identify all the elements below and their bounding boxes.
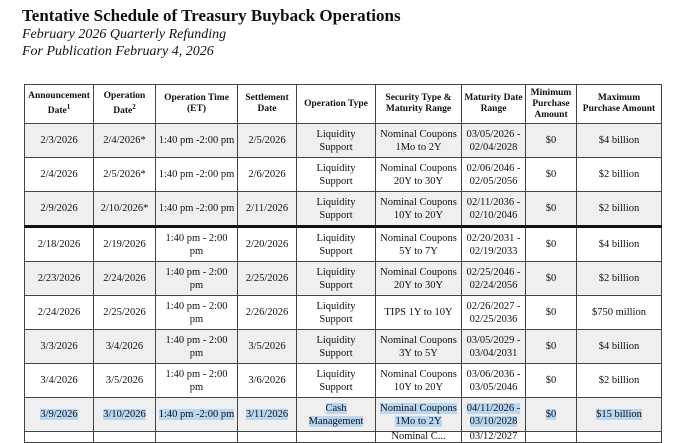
cell-security: Nominal Coupons 1Mo to 2Y <box>376 124 462 158</box>
cell-maturity: 03/06/2036 - 03/05/2046 <box>462 364 526 398</box>
cell-settlement: 2/25/2026 <box>238 262 297 296</box>
cell-maturity: 02/25/2046 - 02/24/2056 <box>462 262 526 296</box>
col-settlement-date: Settlement Date <box>238 85 297 124</box>
cell-max: $2 billion <box>577 262 662 296</box>
cell-maturity: 02/11/2036 - 02/10/2046 <box>462 192 526 227</box>
document-subtitle: February 2026 Quarterly Refunding <box>22 27 227 42</box>
table-row <box>25 330 662 364</box>
table-row <box>25 158 662 192</box>
cell-type: Liquidity Support <box>297 296 376 330</box>
cell-min: $0 <box>526 398 577 432</box>
cell-announcement: 2/24/2026 <box>25 296 94 330</box>
cell-announcement: 3/4/2026 <box>25 364 94 398</box>
cell-settlement <box>238 432 297 443</box>
cell-min: $0 <box>526 124 577 158</box>
cell-min: $0 <box>526 158 577 192</box>
cell-type: Liquidity Support <box>297 262 376 296</box>
col-min-purchase: Minimum Purchase Amount <box>526 85 577 124</box>
cell-operation: 3/4/2026 <box>94 330 156 364</box>
col-operation-time: Operation Time (ET) <box>156 85 238 124</box>
cell-announcement: 2/9/2026 <box>25 192 94 227</box>
cell-maturity: 03/05/2026 - 02/04/2028 <box>462 124 526 158</box>
cell-max: $4 billion <box>577 124 662 158</box>
cell-time <box>156 432 238 443</box>
cell-announcement: 3/3/2026 <box>25 330 94 364</box>
cell-type: Liquidity Support <box>297 192 376 227</box>
document-header <box>22 6 401 60</box>
cell-type: Liquidity Support <box>297 227 376 262</box>
cell-settlement: 3/6/2026 <box>238 364 297 398</box>
cell-security: Nominal C... <box>376 432 462 443</box>
table-row <box>25 262 662 296</box>
cell-max <box>577 432 662 443</box>
cell-type: Liquidity Support <box>297 364 376 398</box>
cell-settlement: 2/6/2026 <box>238 158 297 192</box>
cell-settlement: 2/20/2026 <box>238 227 297 262</box>
col-operation-type: Operation Type <box>297 85 376 124</box>
cell-max: $2 billion <box>577 158 662 192</box>
table-row <box>25 296 662 330</box>
buyback-schedule-table <box>24 84 662 443</box>
table-header-row <box>25 85 662 124</box>
cell-time: 1:40 pm -2:00 pm <box>156 398 238 432</box>
cell-maturity: 03/12/2027 <box>462 432 526 443</box>
cell-settlement: 2/11/2026 <box>238 192 297 227</box>
cell-announcement: 2/18/2026 <box>25 227 94 262</box>
cell-operation: 2/4/2026* <box>94 124 156 158</box>
cell-min: $0 <box>526 262 577 296</box>
col-max-purchase: Maximum Purchase Amount <box>577 85 662 124</box>
cell-security: Nominal Coupons 5Y to 7Y <box>376 227 462 262</box>
cell-announcement <box>25 432 94 443</box>
cell-min: $0 <box>526 330 577 364</box>
cell-time: 1:40 pm -2:00 pm <box>156 158 238 192</box>
cell-max: $4 billion <box>577 227 662 262</box>
cell-type: Cash Management <box>297 398 376 432</box>
cell-announcement: 2/4/2026 <box>25 158 94 192</box>
cell-security: Nominal Coupons 20Y to 30Y <box>376 262 462 296</box>
cell-operation: 3/10/2026 <box>94 398 156 432</box>
cell-settlement: 3/5/2026 <box>238 330 297 364</box>
cell-settlement: 2/26/2026 <box>238 296 297 330</box>
table-row <box>25 364 662 398</box>
cell-operation: 2/5/2026* <box>94 158 156 192</box>
cell-type: Liquidity Support <box>297 330 376 364</box>
cell-min: $0 <box>526 192 577 227</box>
cell-min: $0 <box>526 227 577 262</box>
cell-time: 1:40 pm - 2:00 pm <box>156 262 238 296</box>
cell-time: 1:40 pm - 2:00 pm <box>156 296 238 330</box>
cell-operation: 3/5/2026 <box>94 364 156 398</box>
table-row-highlighted <box>25 398 662 432</box>
cell-security: Nominal Coupons 10Y to 20Y <box>376 364 462 398</box>
cell-max: $15 billion <box>577 398 662 432</box>
publication-date: For Publication February 4, 2026 <box>22 44 214 59</box>
cell-max: $2 billion <box>577 364 662 398</box>
cell-operation <box>94 432 156 443</box>
cell-announcement: 3/9/2026 <box>25 398 94 432</box>
cell-security: Nominal Coupons 20Y to 30Y <box>376 158 462 192</box>
document-title: Tentative Schedule of Treasury Buyback Operations <box>22 6 401 25</box>
cell-maturity: 04/11/2026 - 03/10/2028 <box>462 398 526 432</box>
cell-time: 1:40 pm - 2:00 pm <box>156 364 238 398</box>
cell-min: $0 <box>526 296 577 330</box>
table-row <box>25 192 662 227</box>
table-row-cut-off <box>25 432 662 443</box>
cell-time: 1:40 pm - 2:00 pm <box>156 227 238 262</box>
cell-operation: 2/10/2026* <box>94 192 156 227</box>
cell-maturity: 03/05/2029 - 03/04/2031 <box>462 330 526 364</box>
cell-max: $750 million <box>577 296 662 330</box>
col-security-type: Security Type & Maturity Range <box>376 85 462 124</box>
cell-announcement: 2/3/2026 <box>25 124 94 158</box>
cell-time: 1:40 pm - 2:00 pm <box>156 330 238 364</box>
cell-settlement: 2/5/2026 <box>238 124 297 158</box>
col-announcement-date: Announcement Date$^1$ <box>25 85 94 124</box>
cell-min <box>526 432 577 443</box>
cell-type: Liquidity Support <box>297 158 376 192</box>
cell-max: $2 billion <box>577 192 662 227</box>
cell-min: $0 <box>526 364 577 398</box>
cell-operation: 2/24/2026 <box>94 262 156 296</box>
col-operation-date: Operation Date$^2$ <box>94 85 156 124</box>
cell-maturity: 02/26/2027 - 02/25/2036 <box>462 296 526 330</box>
cell-time: 1:40 pm -2:00 pm <box>156 124 238 158</box>
cell-announcement: 2/23/2026 <box>25 262 94 296</box>
cell-operation: 2/19/2026 <box>94 227 156 262</box>
cell-type <box>297 432 376 443</box>
cell-security: Nominal Coupons 10Y to 20Y <box>376 192 462 227</box>
cell-security: TIPS 1Y to 10Y <box>376 296 462 330</box>
cell-max: $4 billion <box>577 330 662 364</box>
table-row <box>25 124 662 158</box>
cell-security: Nominal Coupons 1Mo to 2Y <box>376 398 462 432</box>
cell-settlement: 3/11/2026 <box>238 398 297 432</box>
cell-maturity: 02/20/2031 - 02/19/2033 <box>462 227 526 262</box>
cell-maturity: 02/06/2046 - 02/05/2056 <box>462 158 526 192</box>
cell-time: 1:40 pm -2:00 pm <box>156 192 238 227</box>
cell-security: Nominal Coupons 3Y to 5Y <box>376 330 462 364</box>
table-row <box>25 227 662 262</box>
col-maturity-range: Maturity Date Range <box>462 85 526 124</box>
cell-type: Liquidity Support <box>297 124 376 158</box>
cell-operation: 2/25/2026 <box>94 296 156 330</box>
